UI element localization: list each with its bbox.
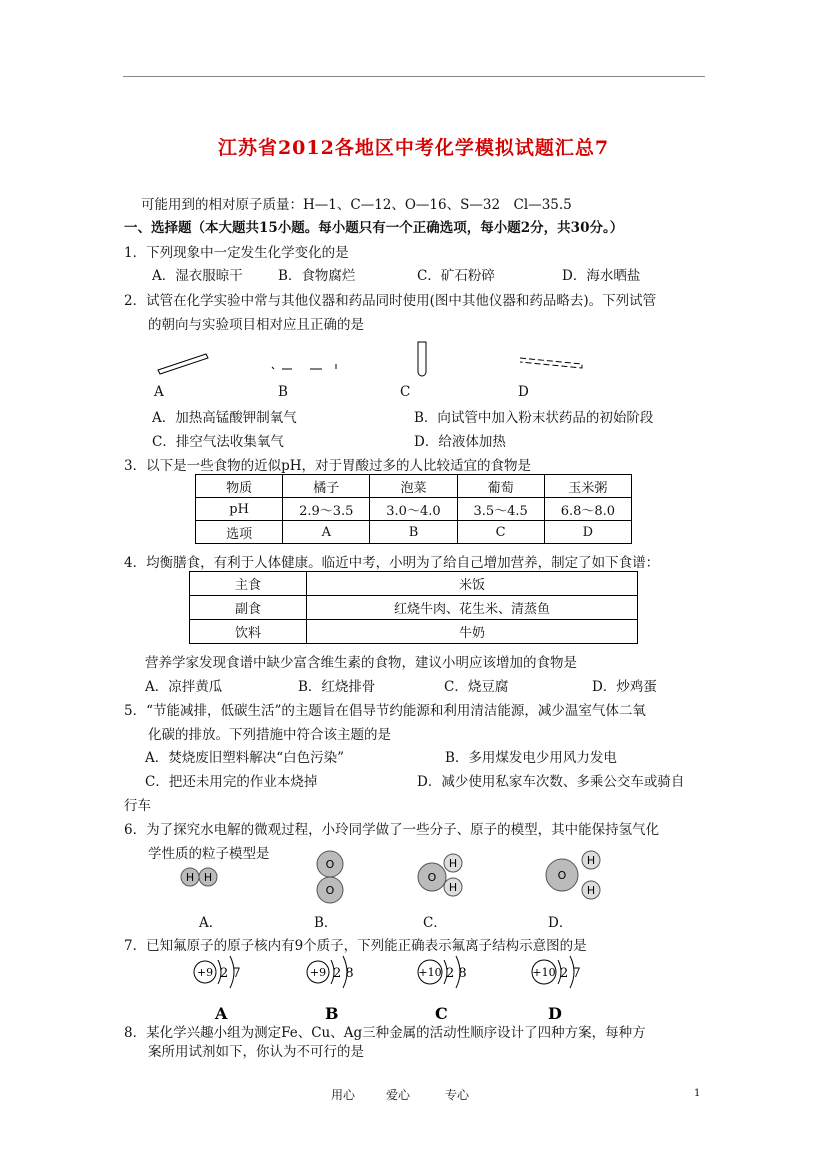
q1-stem: 1．下列现象中一定发生化学变化的是 — [124, 245, 349, 261]
q4-stem: 4．均衡膳食，有利于人体健康。临近中考，小明为了给自己增加营养，制定了如下食谱： — [124, 555, 660, 571]
q5-option-c: C．把还未用完的作业本烧掉 — [145, 774, 318, 790]
atom-h-label: H — [203, 871, 213, 884]
ph-cell: 3.0～4.0 — [370, 498, 457, 521]
q2-fig-label-a: A — [154, 384, 164, 400]
ph-cell: 3.5～4.5 — [457, 498, 544, 521]
q2-fig-label-c: C — [400, 384, 411, 400]
footer-text-3: 专心 — [445, 1088, 470, 1102]
q2-fig-label-d: D — [518, 384, 529, 400]
q1-option-d: D．海水晒盐 — [562, 268, 641, 284]
atom-h-label: H — [185, 871, 195, 884]
q6-label-c: C． — [423, 915, 447, 931]
ion-diagram-a — [194, 956, 241, 1023]
q4-option-c: C．烧豆腐 — [444, 679, 509, 695]
electron-shells: 2 8 — [333, 966, 354, 981]
test-tube-c — [418, 342, 426, 376]
q4-option-d: D．炒鸡蛋 — [592, 679, 657, 695]
q6-label-d: D． — [548, 915, 573, 931]
nucleus-charge: +10 — [532, 966, 556, 979]
q6-stem-2: 学性质的粒子模型是 — [148, 846, 270, 862]
section-heading: 一、选择题（本大题共15小题。每小题只有一个正确选项，每小题2分，共30分。） — [124, 220, 624, 236]
ion-diagram-c — [418, 956, 467, 1023]
ph-cell: 葡萄 — [457, 475, 544, 498]
ion-label: C — [435, 1004, 448, 1023]
menu-table — [189, 571, 638, 644]
menu-cell: 牛奶 — [307, 620, 638, 644]
test-tube-figure — [150, 338, 620, 383]
ph-cell: 泡菜 — [370, 475, 457, 498]
ion-label: A — [215, 1004, 228, 1023]
q4-option-b: B．红烧排骨 — [298, 679, 376, 695]
menu-cell: 红烧牛肉、花生米、清蒸鱼 — [307, 596, 638, 620]
ph-cell: 选项 — [196, 521, 283, 544]
molecule-a — [181, 868, 217, 886]
molecule-models — [170, 850, 620, 910]
ph-cell: 物质 — [196, 475, 283, 498]
ion-structure-diagrams — [190, 954, 610, 1024]
atom-h-label: H — [586, 884, 596, 897]
atom-o-label: O — [557, 869, 567, 882]
nucleus-charge: +9 — [196, 966, 214, 979]
ion-label: B — [325, 1004, 339, 1023]
nucleus-charge: +10 — [418, 966, 442, 979]
menu-cell: 副食 — [190, 596, 307, 620]
q4-option-a: A．凉拌黄瓜 — [145, 679, 223, 695]
nucleus-charge: +9 — [309, 966, 327, 979]
ion-diagram-b — [307, 956, 354, 1023]
q8-stem-1: 8．某化学兴趣小组为测定Fe、Cu、Ag三种金属的活动性顺序设计了四种方案，每种方 — [124, 1025, 646, 1041]
q4-stem-2: 营养学家发现食谱中缺少富含维生素的食物，建议小明应该增加的食物是 — [145, 655, 577, 671]
test-tube-a — [158, 354, 208, 374]
molecule-b — [317, 851, 343, 903]
ph-table — [195, 474, 632, 544]
q6-stem-1: 6．为了探究水电解的微观过程，小玲同学做了一些分子、原子的模型，其中能保持氢气化 — [124, 822, 660, 838]
footer-text-2: 爱心 — [386, 1088, 411, 1102]
q6-label-a: A． — [199, 915, 223, 931]
atom-o-label: O — [325, 884, 335, 897]
document-title: 江苏省2012各地区中考化学模拟试题汇总7 — [217, 137, 610, 159]
atom-o-label: O — [325, 858, 335, 871]
q5-option-a: A．焚烧废旧塑料解决“白色污染” — [145, 750, 345, 766]
q8-stem-2: 案所用试剂如下，你认为不可行的是 — [148, 1044, 364, 1060]
q2-stem-2: 的朝向与实验项目相对应且正确的是 — [148, 317, 364, 333]
header-rule — [123, 76, 705, 77]
q1-option-b: B．食物腐烂 — [278, 268, 356, 284]
q2-option-d: D．给液体加热 — [414, 434, 506, 450]
ph-cell: 2.9～3.5 — [283, 498, 370, 521]
q5-option-d-cont: 行车 — [124, 798, 151, 814]
q2-stem-1: 2．试管在化学实验中常与其他仪器和药品同时使用(图中其他仪器和药品略去)。下列试管 — [124, 293, 657, 309]
electron-shells: 2 8 — [446, 966, 467, 981]
q2-fig-label-b: B — [278, 384, 288, 400]
electron-shells: 2 7 — [220, 966, 241, 981]
q2-option-a: A．加热高锰酸钾制氧气 — [152, 410, 297, 426]
page-number: 1 — [694, 1088, 701, 1099]
q1-option-c: C．矿石粉碎 — [417, 268, 495, 284]
atomic-masses: 可能用到的相对原子质量：H—1、C—12、O—16、S—32 Cl—35.5 — [141, 197, 572, 213]
atom-h-label: H — [586, 854, 596, 867]
q5-option-b: B．多用煤发电少用风力发电 — [445, 750, 617, 766]
q6-label-b: B． — [314, 915, 338, 931]
ph-cell: 6.8～8.0 — [544, 498, 631, 521]
ph-cell: C — [457, 521, 544, 544]
electron-shells: 2 7 — [560, 966, 581, 981]
ph-cell: A — [283, 521, 370, 544]
ph-cell: pH — [196, 498, 283, 521]
ph-cell: D — [544, 521, 631, 544]
q5-stem-2: 化碳的排放。下列措施中符合该主题的是 — [148, 727, 391, 743]
q2-option-c: C．排空气法收集氧气 — [152, 434, 284, 450]
menu-cell: 米饭 — [307, 572, 638, 596]
ion-diagram-d — [532, 956, 581, 1023]
q5-option-d: D．减少使用私家车次数、多乘公交车或骑自 — [417, 774, 685, 790]
menu-cell: 主食 — [190, 572, 307, 596]
ion-label: D — [548, 1004, 562, 1023]
test-tube-d — [520, 358, 582, 368]
q1-option-a: A．湿衣服晾干 — [152, 268, 243, 284]
molecule-c — [418, 854, 462, 896]
test-tube-b — [272, 364, 336, 369]
molecule-d — [546, 851, 600, 899]
atom-h-label: H — [448, 857, 458, 870]
q3-stem: 3．以下是一些食物的近似pH，对于胃酸过多的人比较适宜的食物是 — [124, 458, 532, 474]
atom-h-label: H — [448, 881, 458, 894]
ph-cell: 橘子 — [283, 475, 370, 498]
q2-option-b: B．向试管中加入粉末状药品的初始阶段 — [414, 410, 654, 426]
ph-cell: 玉米粥 — [544, 475, 631, 498]
footer-text-1: 用心 — [331, 1088, 356, 1102]
q7-stem: 7．已知氟原子的原子核内有9个质子，下列能正确表示氟离子结构示意图的是 — [124, 938, 587, 954]
atom-o-label: O — [427, 871, 437, 884]
ph-cell: B — [370, 521, 457, 544]
q5-stem-1: 5．“节能减排，低碳生活”的主题旨在倡导节约能源和利用清洁能源，减少温室气体二氧 — [124, 703, 646, 719]
menu-cell: 饮料 — [190, 620, 307, 644]
